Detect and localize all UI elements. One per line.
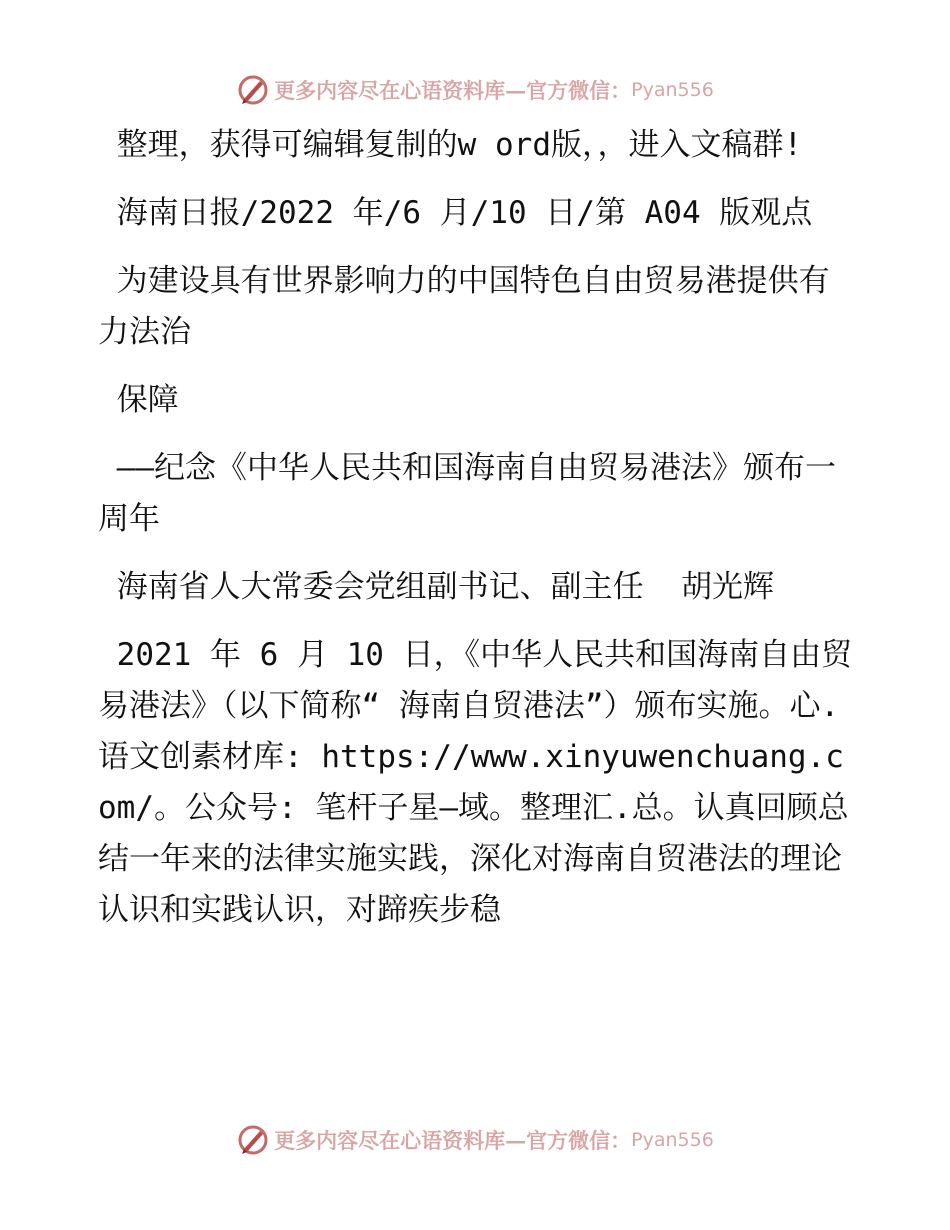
paragraph-source-line: 海南日报/2022 年/6 月/10 日/第 A04 版观点 [98,195,813,231]
paragraph-intro: 整理，获得可编辑复制的w ord版，，进入文稿群! [98,127,803,163]
banner-text: 更多内容尽在心语资料库—官方微信： [274,1128,632,1153]
article-title-line-2: 保障 [98,382,179,418]
banner-wechat-id: Pyan556 [631,79,714,101]
pen-circle-logo-icon [236,73,270,107]
article-author: 海南省人大常委会党组副书记、副主任 胡光辉 [98,569,774,605]
banner-wechat-id: Pyan556 [631,1129,714,1151]
banner-text: 更多内容尽在心语资料库—官方微信： [274,78,632,103]
header-watermark-banner [0,70,950,110]
article-title-line-1: 为建设具有世界影响力的中国特色自由贸易港提供有力法治 [98,263,830,350]
footer-watermark-banner [0,1120,950,1160]
document-body [98,120,858,936]
article-subtitle: ——纪念《中华人民共和国海南自由贸易港法》颁布一周年 [98,450,836,537]
pen-circle-logo-icon [236,1123,270,1157]
article-body-paragraph: 2021 年 6 月 10 日，《中华人民共和国海南自由贸易港法》（以下简称“ 海南自贸港法”）颁布实施。心.语文创素材库: https://www.xinyuwenchuang.com/。公众号: 笔杆子星—域。整理汇.总。认真回顾总结一年来的法律实施实践，深化对海南自贸港法的理论认识和实践认识，对蹄疾步稳 [98,637,853,928]
